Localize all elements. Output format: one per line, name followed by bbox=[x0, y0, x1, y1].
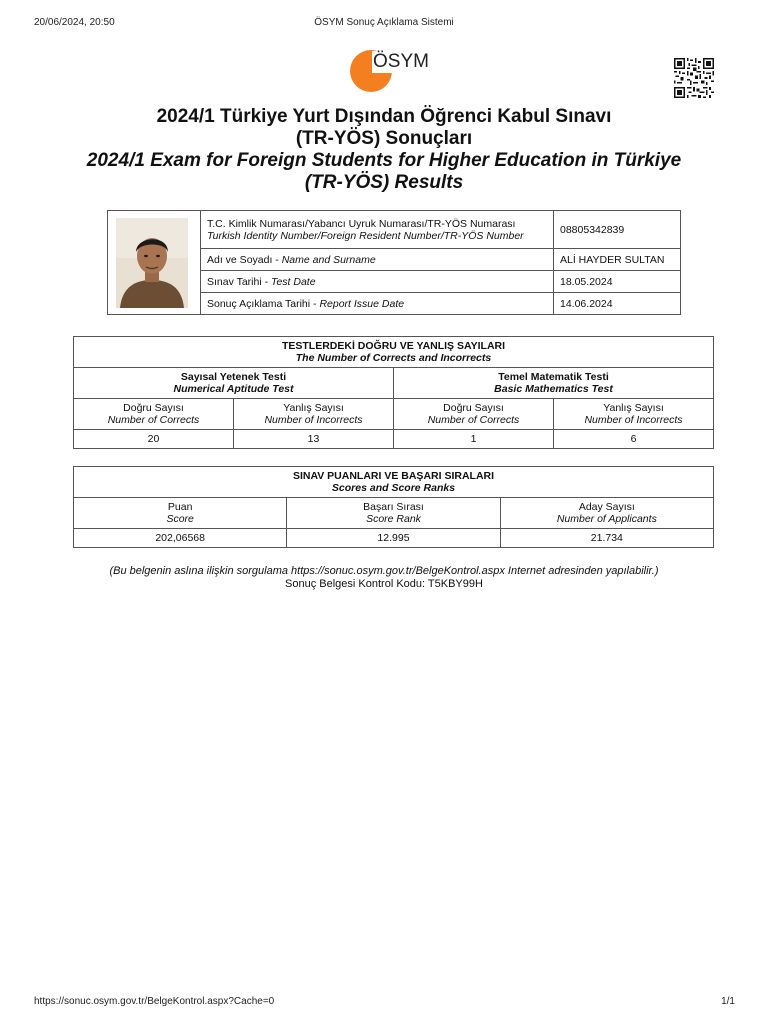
report-date-value: 14.06.2024 bbox=[554, 293, 681, 315]
counts-title-cell bbox=[74, 337, 714, 368]
verification-note bbox=[0, 565, 768, 591]
test-1-incorrect-value: 13 bbox=[234, 430, 394, 449]
id-label-en: Turkish Identity Number/Foreign Resident Number/TR-YÖS Number bbox=[207, 229, 524, 242]
heading-tr-line2: (TR-YÖS) Sonuçları bbox=[295, 128, 473, 149]
test-date-label-cell bbox=[201, 271, 554, 293]
test-2-correct-header bbox=[394, 399, 554, 430]
candidate-photo bbox=[116, 218, 188, 308]
scores-title-cell bbox=[74, 467, 714, 498]
incorrect-label-en: Number of Incorrects bbox=[264, 414, 363, 426]
counts-title-tr: TESTLERDEKİ DOĞRU VE YANLIŞ SAYILARI bbox=[281, 340, 506, 352]
test-1-correct-header bbox=[74, 399, 234, 430]
control-code: Sonuç Belgesi Kontrol Kodu: T5KBY99H bbox=[285, 578, 483, 590]
applicants-value: 21.734 bbox=[500, 529, 713, 548]
score-header bbox=[74, 498, 287, 529]
score-rank-value: 12.995 bbox=[287, 529, 500, 548]
correct-label-tr: Doğru Sayısı bbox=[123, 402, 184, 414]
test-1-name-en: Numerical Aptitude Test bbox=[173, 383, 294, 395]
print-page-number: 1/1 bbox=[721, 996, 735, 1007]
correct-label-en: Number of Corrects bbox=[107, 414, 200, 426]
verification-note-line1: (Bu belgenin aslına ilişkin sorgulama https://sonuc.osym.gov.tr/BelgeKontrol.aspx Internet adresinden yapılabilir.) bbox=[109, 565, 659, 577]
heading-en-line2: (TR-YÖS) Results bbox=[304, 172, 464, 193]
test-1-correct-value: 20 bbox=[74, 430, 234, 449]
name-label-cell bbox=[201, 249, 554, 271]
score-label-tr: Puan bbox=[167, 501, 193, 513]
test-2-name-en: Basic Mathematics Test bbox=[494, 383, 613, 395]
applicants-label-en: Number of Applicants bbox=[556, 513, 657, 525]
logo-text: ÖSYM bbox=[373, 51, 429, 72]
print-url: https://sonuc.osym.gov.tr/BelgeKontrol.aspx?Cache=0 bbox=[34, 996, 275, 1007]
test-date-label-tr: Sınav Tarihi - bbox=[207, 275, 271, 288]
name-value: ALİ HAYDER SULTAN bbox=[554, 249, 681, 271]
test-2-incorrect-header bbox=[554, 399, 714, 430]
score-label-en: Score bbox=[166, 513, 194, 525]
report-date-label-tr: Sonuç Açıklama Tarihi - bbox=[207, 297, 320, 310]
test-date-value: 18.05.2024 bbox=[554, 271, 681, 293]
counts-title-en: The Number of Corrects and Incorrects bbox=[295, 352, 492, 364]
test-1-header bbox=[74, 368, 394, 399]
id-label-tr: T.C. Kimlik Numarası/Yabancı Uyruk Numarası/TR-YÖS Numarası bbox=[207, 217, 516, 230]
photo-cell bbox=[108, 211, 201, 315]
score-value: 202,06568 bbox=[74, 529, 287, 548]
name-label-en: Name and Surname bbox=[281, 253, 376, 266]
applicants-label-tr: Aday Sayısı bbox=[578, 501, 635, 513]
test-2-incorrect-value: 6 bbox=[554, 430, 714, 449]
test-1-incorrect-header bbox=[234, 399, 394, 430]
report-date-label-en: Report Issue Date bbox=[319, 297, 405, 310]
test-date-label-en: Test Date bbox=[271, 275, 316, 288]
report-date-label-cell bbox=[201, 293, 554, 315]
qr-code-icon bbox=[674, 58, 714, 98]
score-rank-label-en: Score Rank bbox=[366, 513, 421, 525]
counts-table bbox=[73, 336, 714, 449]
incorrect-label-en: Number of Incorrects bbox=[584, 414, 683, 426]
test-2-correct-value: 1 bbox=[394, 430, 554, 449]
print-datetime: 20/06/2024, 20:50 bbox=[34, 17, 115, 28]
candidate-photo-image bbox=[116, 218, 188, 308]
score-rank-header bbox=[287, 498, 500, 529]
applicants-header bbox=[500, 498, 713, 529]
scores-title-tr: SINAV PUANLARI VE BAŞARI SIRALARI bbox=[292, 470, 495, 482]
incorrect-label-tr: Yanlış Sayısı bbox=[283, 402, 344, 414]
print-page-title: ÖSYM Sonuç Açıklama Sistemi bbox=[314, 17, 454, 28]
document-heading bbox=[0, 106, 768, 194]
heading-en-line1: 2024/1 Exam for Foreign Students for Higher Education in Türkiye bbox=[86, 150, 682, 171]
scores-title-en: Scores and Score Ranks bbox=[331, 482, 456, 494]
correct-label-en: Number of Corrects bbox=[427, 414, 520, 426]
score-rank-label-tr: Başarı Sırası bbox=[363, 501, 424, 513]
test-2-name-tr: Temel Matematik Testi bbox=[498, 371, 609, 383]
correct-label-tr: Doğru Sayısı bbox=[443, 402, 504, 414]
name-label-tr: Adı ve Soyadı - bbox=[207, 253, 282, 266]
test-2-header bbox=[394, 368, 714, 399]
osym-logo bbox=[350, 50, 436, 92]
test-1-name-tr: Sayısal Yetenek Testi bbox=[180, 371, 287, 383]
incorrect-label-tr: Yanlış Sayısı bbox=[603, 402, 664, 414]
id-value: 08805342839 bbox=[554, 211, 681, 249]
heading-tr-line1: 2024/1 Türkiye Yurt Dışından Öğrenci Kabul Sınavı bbox=[156, 106, 612, 127]
candidate-info-table bbox=[107, 210, 681, 315]
id-label-cell bbox=[201, 211, 554, 249]
scores-table bbox=[73, 466, 714, 548]
